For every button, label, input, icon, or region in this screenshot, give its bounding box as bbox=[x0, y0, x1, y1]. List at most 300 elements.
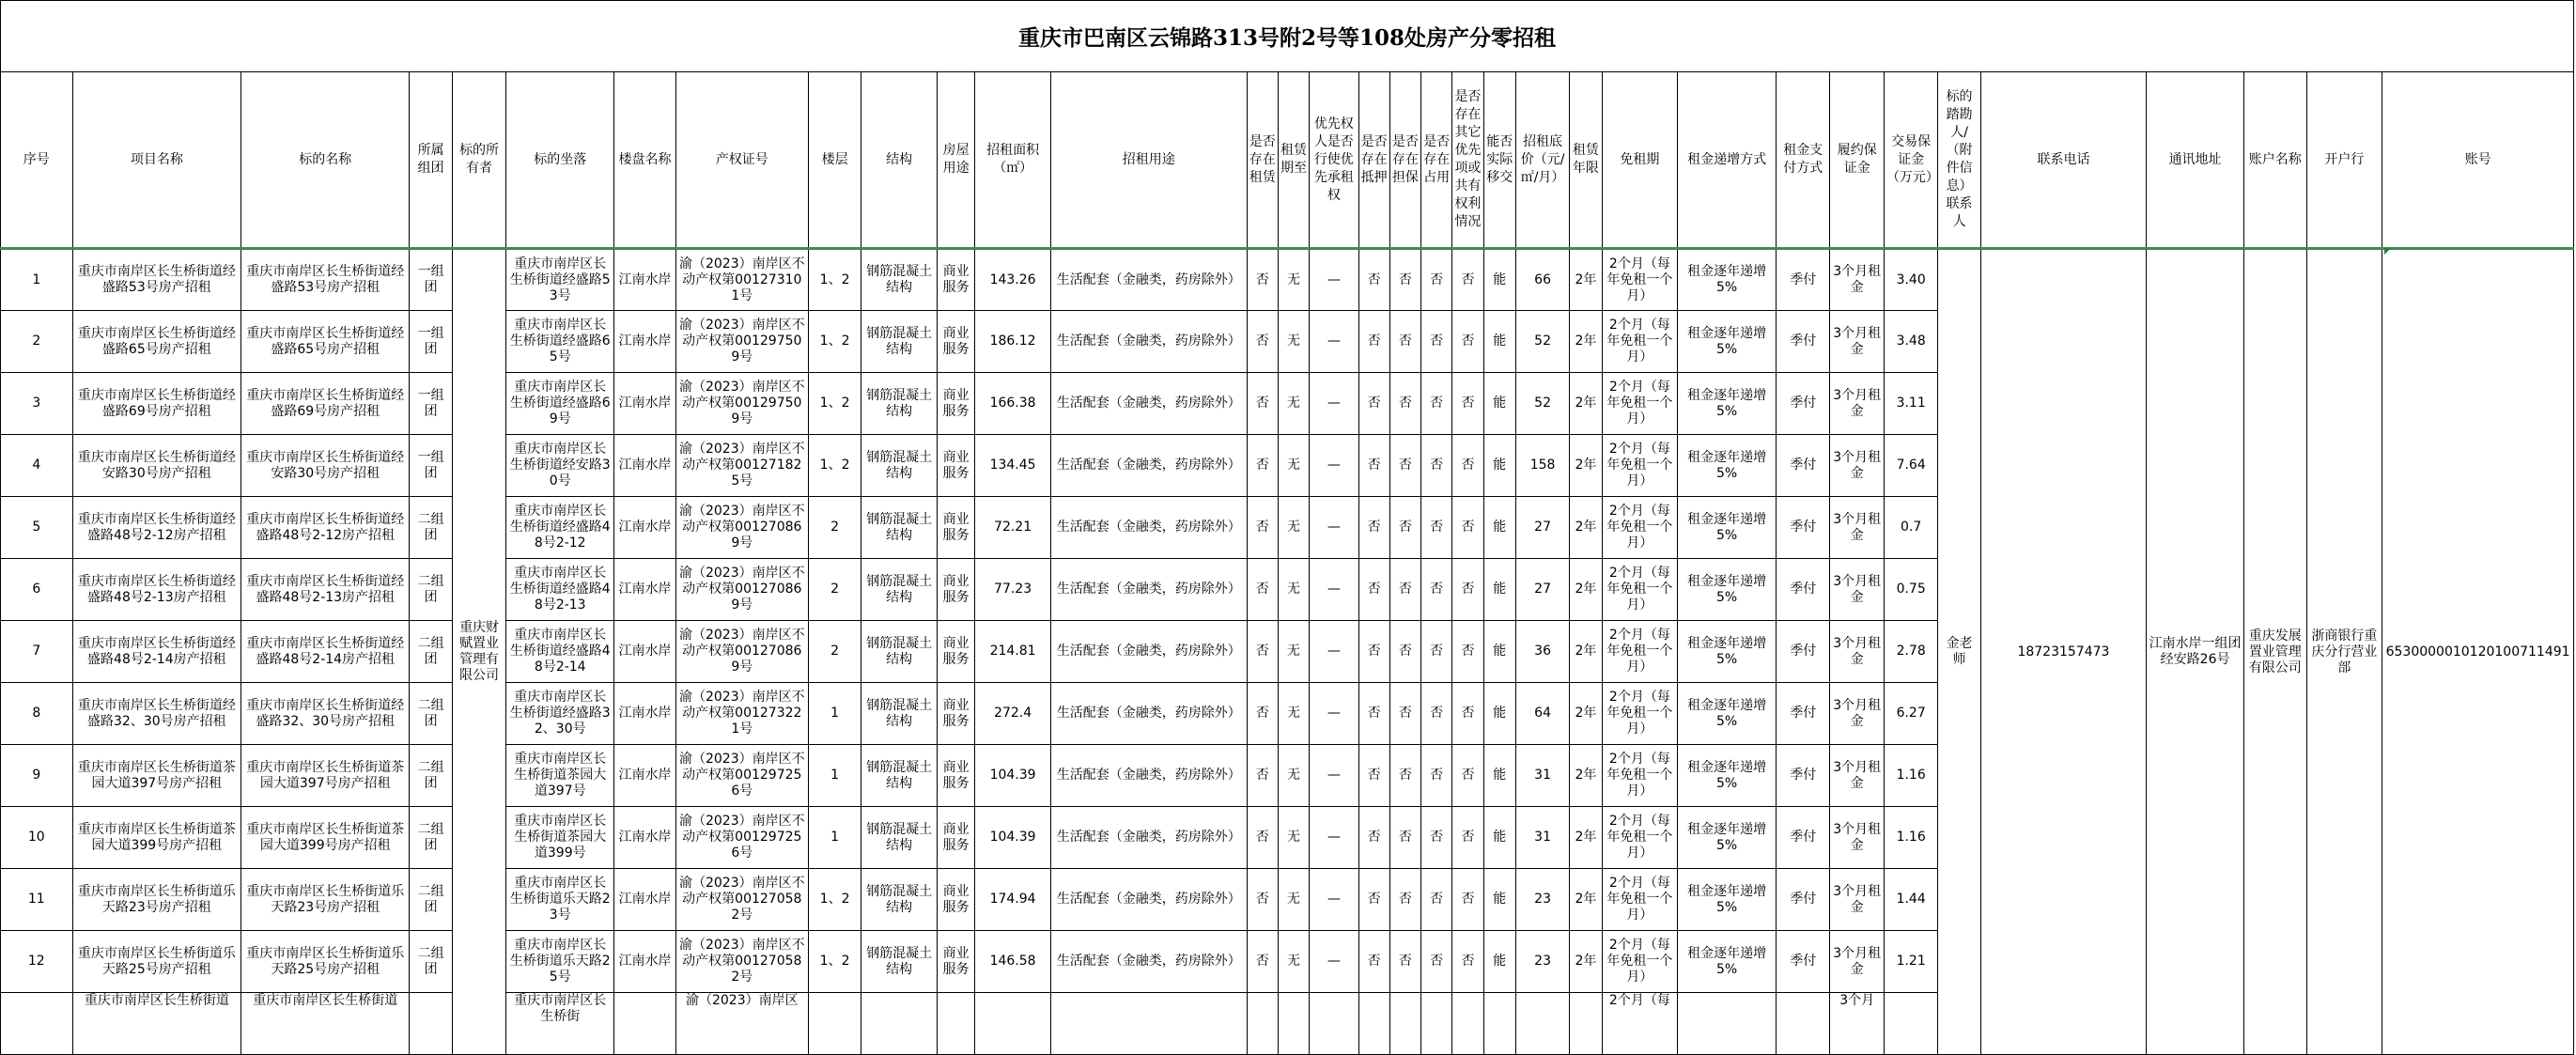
column-header: 租赁年限 bbox=[1570, 72, 1602, 249]
cell-years: 2年 bbox=[1570, 931, 1602, 993]
cell-transfer bbox=[1483, 993, 1515, 1055]
cell-group: 一组团 bbox=[410, 373, 452, 435]
column-header: 联系电话 bbox=[1980, 72, 2146, 249]
cell-years: 2年 bbox=[1570, 559, 1602, 621]
column-header: 租赁期至 bbox=[1278, 72, 1309, 249]
cell-purpose bbox=[1050, 993, 1247, 1055]
column-header: 楼层 bbox=[808, 72, 861, 249]
cell-purpose: 生活配套（金融类，药房除外） bbox=[1050, 683, 1247, 745]
cell-mortgage: 否 bbox=[1358, 869, 1389, 931]
cell-target: 重庆市南岸区长生桥街道经盛路48号2-14房产招租 bbox=[241, 621, 410, 683]
cell-estate: 江南水岸 bbox=[614, 311, 676, 373]
cell-project: 重庆市南岸区长生桥街道经盛路48号2-13房产招租 bbox=[72, 559, 241, 621]
cell-cert: 渝（2023）南岸区不动产权第001273221号 bbox=[675, 683, 808, 745]
cell-leased: 否 bbox=[1247, 621, 1278, 683]
cell-occupied: 否 bbox=[1421, 559, 1452, 621]
cell-guarantee: 否 bbox=[1389, 497, 1420, 559]
cell-usage: 商业服务 bbox=[937, 869, 974, 931]
cell-increase: 租金逐年递增5% bbox=[1678, 435, 1777, 497]
cell-free: 2个月（每年免租一个月） bbox=[1602, 807, 1678, 869]
cell-target: 重庆市南岸区长生桥街道经盛路53号房产招租 bbox=[241, 249, 410, 311]
cell-other: 否 bbox=[1452, 869, 1483, 931]
cell-comment-marker bbox=[2384, 248, 2391, 255]
cell-structure: 钢筋混凝土结构 bbox=[861, 249, 938, 311]
cell-location: 重庆市南岸区长生桥街道茶园大道399号 bbox=[506, 807, 614, 869]
column-header: 楼盘名称 bbox=[614, 72, 676, 249]
cell-usage: 商业服务 bbox=[937, 931, 974, 993]
cell-purpose: 生活配套（金融类，药房除外） bbox=[1050, 621, 1247, 683]
cell-purpose: 生活配套（金融类，药房除外） bbox=[1050, 311, 1247, 373]
cell-transfer: 能 bbox=[1483, 311, 1515, 373]
cell-no: 8 bbox=[1, 683, 73, 745]
cell-project: 重庆市南岸区长生桥街道茶园大道399号房产招租 bbox=[72, 807, 241, 869]
cell-increase: 租金逐年递增5% bbox=[1678, 621, 1777, 683]
cell-target: 重庆市南岸区长生桥街道经盛路65号房产招租 bbox=[241, 311, 410, 373]
cell-location: 重庆市南岸区长生桥街道经盛路69号 bbox=[506, 373, 614, 435]
cell-project: 重庆市南岸区长生桥街道经安路30号房产招租 bbox=[72, 435, 241, 497]
cell-transfer: 能 bbox=[1483, 683, 1515, 745]
cell-mortgage: 否 bbox=[1358, 807, 1389, 869]
cell-estate: 江南水岸 bbox=[614, 497, 676, 559]
cell-project: 重庆市南岸区长生桥街道经盛路53号房产招租 bbox=[72, 249, 241, 311]
cell-increase: 租金逐年递增5% bbox=[1678, 683, 1777, 745]
cell-years: 2年 bbox=[1570, 683, 1602, 745]
cell-bond bbox=[1884, 993, 1937, 1055]
column-header: 租金支付方式 bbox=[1777, 72, 1830, 249]
column-header: 履约保证金 bbox=[1830, 72, 1884, 249]
cell-floor: 1、2 bbox=[808, 869, 861, 931]
cell-floor: 2 bbox=[808, 621, 861, 683]
cell-no: 10 bbox=[1, 807, 73, 869]
column-header: 租金递增方式 bbox=[1678, 72, 1777, 249]
cell-other: 否 bbox=[1452, 559, 1483, 621]
cell-bond: 0.7 bbox=[1884, 497, 1937, 559]
cell-price: 23 bbox=[1515, 931, 1569, 993]
cell-other: 否 bbox=[1452, 249, 1483, 311]
cell-floor: 1、2 bbox=[808, 931, 861, 993]
cell-deposit: 3个月租金 bbox=[1830, 435, 1884, 497]
cell-priority: — bbox=[1310, 931, 1358, 993]
cell-usage: 商业服务 bbox=[937, 249, 974, 311]
cell-pay: 季付 bbox=[1777, 807, 1830, 869]
cell-structure: 钢筋混凝土结构 bbox=[861, 683, 938, 745]
cell-lease_end: 无 bbox=[1278, 683, 1309, 745]
cell-occupied: 否 bbox=[1421, 745, 1452, 807]
cell-group: 二组团 bbox=[410, 683, 452, 745]
cell-target: 重庆市南岸区长生桥街道经盛路32、30号房产招租 bbox=[241, 683, 410, 745]
cell-price: 27 bbox=[1515, 497, 1569, 559]
cell-other: 否 bbox=[1452, 931, 1483, 993]
column-header: 是否存在其它优先项或共有权利情况 bbox=[1452, 72, 1483, 249]
cell-purpose: 生活配套（金融类，药房除外） bbox=[1050, 435, 1247, 497]
cell-cert: 渝（2023）南岸区不动产权第001271825号 bbox=[675, 435, 808, 497]
column-header: 标的所有者 bbox=[452, 72, 505, 249]
cell-group: 二组团 bbox=[410, 745, 452, 807]
cell-other: 否 bbox=[1452, 807, 1483, 869]
cell-leased: 否 bbox=[1247, 807, 1278, 869]
column-header: 招租底价（元/㎡/月） bbox=[1515, 72, 1569, 249]
cell-cert: 渝（2023）南岸区不动产权第001270869号 bbox=[675, 559, 808, 621]
cell-estate bbox=[614, 993, 676, 1055]
cell-deposit: 3个月 bbox=[1830, 993, 1884, 1055]
cell-no: 7 bbox=[1, 621, 73, 683]
cell-cert: 渝（2023）南岸区不动产权第001273101号 bbox=[675, 249, 808, 311]
cell-free: 2个月（每年免租一个月） bbox=[1602, 249, 1678, 311]
cell-lease_end: 无 bbox=[1278, 249, 1309, 311]
cell-usage: 商业服务 bbox=[937, 683, 974, 745]
cell-structure: 钢筋混凝土结构 bbox=[861, 869, 938, 931]
title-cell bbox=[0, 0, 2574, 71]
column-header: 能否实际移交 bbox=[1483, 72, 1515, 249]
cell-transfer: 能 bbox=[1483, 435, 1515, 497]
cell-guarantee: 否 bbox=[1389, 373, 1420, 435]
cell-project: 重庆市南岸区长生桥街道茶园大道397号房产招租 bbox=[72, 745, 241, 807]
cell-leased: 否 bbox=[1247, 931, 1278, 993]
cell-occupied: 否 bbox=[1421, 373, 1452, 435]
cell-group: 二组团 bbox=[410, 807, 452, 869]
cell-cert: 渝（2023）南岸区不动产权第001297509号 bbox=[675, 311, 808, 373]
cell-transfer: 能 bbox=[1483, 745, 1515, 807]
column-header: 是否存在占用 bbox=[1421, 72, 1452, 249]
cell-usage: 商业服务 bbox=[937, 559, 974, 621]
cell-no: 2 bbox=[1, 311, 73, 373]
cell-deposit: 3个月租金 bbox=[1830, 931, 1884, 993]
cell-location: 重庆市南岸区长生桥街道经盛路65号 bbox=[506, 311, 614, 373]
cell-transfer: 能 bbox=[1483, 249, 1515, 311]
cell-group bbox=[410, 993, 452, 1055]
cell-area: 134.45 bbox=[975, 435, 1051, 497]
cell-location: 重庆市南岸区长生桥街道经盛路53号 bbox=[506, 249, 614, 311]
cell-other: 否 bbox=[1452, 497, 1483, 559]
cell-structure: 钢筋混凝土结构 bbox=[861, 931, 938, 993]
cell-deposit: 3个月租金 bbox=[1830, 373, 1884, 435]
cell-group: 二组团 bbox=[410, 497, 452, 559]
cell-no: 9 bbox=[1, 745, 73, 807]
cell-estate: 江南水岸 bbox=[614, 249, 676, 311]
cell-location: 重庆市南岸区长生桥街道经盛路48号2-14 bbox=[506, 621, 614, 683]
cell-estate: 江南水岸 bbox=[614, 621, 676, 683]
cell-free: 2个月（每年免租一个月） bbox=[1602, 559, 1678, 621]
cell-area: 174.94 bbox=[975, 869, 1051, 931]
cell-guarantee: 否 bbox=[1389, 745, 1420, 807]
merged-address-cell: 江南水岸一组团经安路26号 bbox=[2147, 249, 2244, 1055]
cell-project: 重庆市南岸区长生桥街道经盛路32、30号房产招租 bbox=[72, 683, 241, 745]
cell-years: 2年 bbox=[1570, 621, 1602, 683]
cell-leased: 否 bbox=[1247, 373, 1278, 435]
cell-project: 重庆市南岸区长生桥街道乐天路23号房产招租 bbox=[72, 869, 241, 931]
cell-structure: 钢筋混凝土结构 bbox=[861, 807, 938, 869]
cell-mortgage: 否 bbox=[1358, 435, 1389, 497]
table-body bbox=[1, 249, 2574, 1055]
cell-guarantee: 否 bbox=[1389, 435, 1420, 497]
cell-leased: 否 bbox=[1247, 249, 1278, 311]
cell-usage: 商业服务 bbox=[937, 745, 974, 807]
cell-priority: — bbox=[1310, 807, 1358, 869]
cell-free: 2个月（每年免租一个月） bbox=[1602, 373, 1678, 435]
cell-occupied: 否 bbox=[1421, 807, 1452, 869]
cell-increase: 租金逐年递增5% bbox=[1678, 311, 1777, 373]
cell-other: 否 bbox=[1452, 745, 1483, 807]
cell-occupied: 否 bbox=[1421, 621, 1452, 683]
column-header: 是否存在担保 bbox=[1389, 72, 1420, 249]
column-header: 交易保证金（万元） bbox=[1884, 72, 1937, 249]
column-header: 产权证号 bbox=[675, 72, 808, 249]
column-header: 开户行 bbox=[2306, 72, 2382, 249]
cell-no: 5 bbox=[1, 497, 73, 559]
cell-priority: — bbox=[1310, 249, 1358, 311]
cell-priority: — bbox=[1310, 745, 1358, 807]
cell-structure: 钢筋混凝土结构 bbox=[861, 559, 938, 621]
cell-increase: 租金逐年递增5% bbox=[1678, 745, 1777, 807]
cell-price: 64 bbox=[1515, 683, 1569, 745]
table-row bbox=[1, 249, 2574, 311]
cell-floor: 1 bbox=[808, 745, 861, 807]
cell-deposit: 3个月租金 bbox=[1830, 683, 1884, 745]
cell-usage: 商业服务 bbox=[937, 621, 974, 683]
cell-purpose: 生活配套（金融类，药房除外） bbox=[1050, 497, 1247, 559]
cell-lease_end: 无 bbox=[1278, 869, 1309, 931]
cell-priority: — bbox=[1310, 497, 1358, 559]
cell-estate: 江南水岸 bbox=[614, 559, 676, 621]
cell-free: 2个月（每年免租一个月） bbox=[1602, 931, 1678, 993]
cell-target: 重庆市南岸区长生桥街道经盛路48号2-12房产招租 bbox=[241, 497, 410, 559]
cell-estate: 江南水岸 bbox=[614, 931, 676, 993]
cell-no: 11 bbox=[1, 869, 73, 931]
cell-group: 一组团 bbox=[410, 435, 452, 497]
column-header: 标的名称 bbox=[241, 72, 410, 249]
cell-guarantee: 否 bbox=[1389, 931, 1420, 993]
cell-free: 2个月（每年免租一个月） bbox=[1602, 745, 1678, 807]
cell-pay: 季付 bbox=[1777, 621, 1830, 683]
cell-mortgage: 否 bbox=[1358, 621, 1389, 683]
cell-other: 否 bbox=[1452, 373, 1483, 435]
merged-contact-cell: 金老师 bbox=[1938, 249, 1980, 1055]
cell-bond: 1.16 bbox=[1884, 745, 1937, 807]
cell-lease_end: 无 bbox=[1278, 745, 1309, 807]
cell-years bbox=[1570, 993, 1602, 1055]
cell-free: 2个月（每年免租一个月） bbox=[1602, 683, 1678, 745]
cell-transfer: 能 bbox=[1483, 559, 1515, 621]
merged-account-name-cell: 重庆发展置业管理有限公司 bbox=[2243, 249, 2306, 1055]
cell-cert: 渝（2023）南岸区不动产权第001270582号 bbox=[675, 869, 808, 931]
cell-structure bbox=[861, 993, 938, 1055]
cell-purpose: 生活配套（金融类，药房除外） bbox=[1050, 931, 1247, 993]
cell-price: 66 bbox=[1515, 249, 1569, 311]
cell-no: 4 bbox=[1, 435, 73, 497]
cell-occupied: 否 bbox=[1421, 931, 1452, 993]
cell-increase: 租金逐年递增5% bbox=[1678, 497, 1777, 559]
cell-years: 2年 bbox=[1570, 807, 1602, 869]
merged-bank-cell: 浙商银行重庆分行营业部 bbox=[2306, 249, 2382, 1055]
cell-occupied: 否 bbox=[1421, 683, 1452, 745]
cell-lease_end: 无 bbox=[1278, 931, 1309, 993]
cell-project: 重庆市南岸区长生桥街道 bbox=[72, 993, 241, 1055]
cell-leased: 否 bbox=[1247, 497, 1278, 559]
cell-purpose: 生活配套（金融类，药房除外） bbox=[1050, 559, 1247, 621]
cell-deposit: 3个月租金 bbox=[1830, 497, 1884, 559]
cell-bond: 1.44 bbox=[1884, 869, 1937, 931]
cell-pay: 季付 bbox=[1777, 249, 1830, 311]
cell-occupied: 否 bbox=[1421, 311, 1452, 373]
cell-project: 重庆市南岸区长生桥街道乐天路25号房产招租 bbox=[72, 931, 241, 993]
cell-pay: 季付 bbox=[1777, 683, 1830, 745]
cell-area: 186.12 bbox=[975, 311, 1051, 373]
sheet-title: 重庆市巴南区云锦路313号附2号等108处房产分零招租 bbox=[1017, 25, 1557, 51]
cell-increase: 租金逐年递增5% bbox=[1678, 373, 1777, 435]
cell-transfer: 能 bbox=[1483, 373, 1515, 435]
cell-other: 否 bbox=[1452, 621, 1483, 683]
cell-priority: — bbox=[1310, 869, 1358, 931]
cell-leased: 否 bbox=[1247, 683, 1278, 745]
cell-occupied: 否 bbox=[1421, 497, 1452, 559]
cell-mortgage bbox=[1358, 993, 1389, 1055]
merged-account-no-cell: 6530000010120100711491 bbox=[2382, 249, 2574, 1055]
cell-floor: 2 bbox=[808, 559, 861, 621]
cell-bond: 3.48 bbox=[1884, 311, 1937, 373]
column-header: 招租面积（㎡） bbox=[975, 72, 1051, 249]
cell-usage: 商业服务 bbox=[937, 807, 974, 869]
cell-estate: 江南水岸 bbox=[614, 807, 676, 869]
cell-mortgage: 否 bbox=[1358, 745, 1389, 807]
cell-area bbox=[975, 993, 1051, 1055]
cell-pay: 季付 bbox=[1777, 373, 1830, 435]
cell-transfer: 能 bbox=[1483, 931, 1515, 993]
cell-area: 104.39 bbox=[975, 745, 1051, 807]
column-header: 房屋用途 bbox=[937, 72, 974, 249]
cell-cert: 渝（2023）南岸区不动产权第001270869号 bbox=[675, 621, 808, 683]
cell-usage: 商业服务 bbox=[937, 497, 974, 559]
cell-deposit: 3个月租金 bbox=[1830, 559, 1884, 621]
column-header: 是否存在租赁 bbox=[1247, 72, 1278, 249]
cell-group: 二组团 bbox=[410, 869, 452, 931]
cell-usage bbox=[937, 993, 974, 1055]
cell-guarantee: 否 bbox=[1389, 807, 1420, 869]
cell-mortgage: 否 bbox=[1358, 559, 1389, 621]
cell-price: 31 bbox=[1515, 745, 1569, 807]
cell-project: 重庆市南岸区长生桥街道经盛路65号房产招租 bbox=[72, 311, 241, 373]
cell-estate: 江南水岸 bbox=[614, 683, 676, 745]
cell-usage: 商业服务 bbox=[937, 373, 974, 435]
cell-increase: 租金逐年递增5% bbox=[1678, 559, 1777, 621]
cell-mortgage: 否 bbox=[1358, 497, 1389, 559]
cell-no: 6 bbox=[1, 559, 73, 621]
cell-usage: 商业服务 bbox=[937, 311, 974, 373]
cell-cert: 渝（2023）南岸区不动产权第001270582号 bbox=[675, 931, 808, 993]
cell-pay: 季付 bbox=[1777, 931, 1830, 993]
cell-area: 143.26 bbox=[975, 249, 1051, 311]
cell-cert: 渝（2023）南岸区 bbox=[675, 993, 808, 1055]
cell-estate: 江南水岸 bbox=[614, 373, 676, 435]
cell-years: 2年 bbox=[1570, 373, 1602, 435]
cell-lease_end: 无 bbox=[1278, 311, 1309, 373]
cell-area: 77.23 bbox=[975, 559, 1051, 621]
cell-price: 52 bbox=[1515, 373, 1569, 435]
cell-transfer: 能 bbox=[1483, 869, 1515, 931]
cell-leased: 否 bbox=[1247, 869, 1278, 931]
cell-free: 2个月（每 bbox=[1602, 993, 1678, 1055]
cell-priority: — bbox=[1310, 311, 1358, 373]
cell-increase: 租金逐年递增5% bbox=[1678, 249, 1777, 311]
cell-location: 重庆市南岸区长生桥街道经盛路48号2-12 bbox=[506, 497, 614, 559]
cell-group: 二组团 bbox=[410, 931, 452, 993]
cell-leased: 否 bbox=[1247, 435, 1278, 497]
cell-area: 166.38 bbox=[975, 373, 1051, 435]
cell-mortgage: 否 bbox=[1358, 683, 1389, 745]
cell-priority: — bbox=[1310, 621, 1358, 683]
cell-pay bbox=[1777, 993, 1830, 1055]
cell-leased: 否 bbox=[1247, 745, 1278, 807]
cell-price: 23 bbox=[1515, 869, 1569, 931]
cell-group: 二组团 bbox=[410, 559, 452, 621]
merged-phone-cell: 18723157473 bbox=[1980, 249, 2146, 1055]
column-header: 结构 bbox=[861, 72, 938, 249]
cell-increase: 租金逐年递增5% bbox=[1678, 869, 1777, 931]
cell-bond: 1.16 bbox=[1884, 807, 1937, 869]
cell-free: 2个月（每年免租一个月） bbox=[1602, 497, 1678, 559]
cell-target: 重庆市南岸区长生桥街道乐天路25号房产招租 bbox=[241, 931, 410, 993]
cell-bond: 0.75 bbox=[1884, 559, 1937, 621]
cell-project: 重庆市南岸区长生桥街道经盛路48号2-12房产招租 bbox=[72, 497, 241, 559]
column-header: 标的踏勘人/（附件信息）联系人 bbox=[1938, 72, 1980, 249]
cell-free: 2个月（每年免租一个月） bbox=[1602, 311, 1678, 373]
cell-guarantee: 否 bbox=[1389, 621, 1420, 683]
cell-occupied bbox=[1421, 993, 1452, 1055]
cell-no: 1 bbox=[1, 249, 73, 311]
cell-years: 2年 bbox=[1570, 435, 1602, 497]
cell-priority: — bbox=[1310, 435, 1358, 497]
cell-target: 重庆市南岸区长生桥街道茶园大道399号房产招租 bbox=[241, 807, 410, 869]
cell-pay: 季付 bbox=[1777, 745, 1830, 807]
cell-priority: — bbox=[1310, 559, 1358, 621]
cell-lease_end: 无 bbox=[1278, 373, 1309, 435]
cell-location: 重庆市南岸区长生桥街道茶园大道397号 bbox=[506, 745, 614, 807]
owner-cell: 重庆财赋置业管理有限公司 bbox=[452, 249, 505, 1055]
cell-other: 否 bbox=[1452, 683, 1483, 745]
column-header: 招租用途 bbox=[1050, 72, 1247, 249]
cell-floor: 1、2 bbox=[808, 249, 861, 311]
cell-area: 272.4 bbox=[975, 683, 1051, 745]
cell-other bbox=[1452, 993, 1483, 1055]
cell-area: 214.81 bbox=[975, 621, 1051, 683]
cell-years: 2年 bbox=[1570, 497, 1602, 559]
listing-table bbox=[0, 71, 2574, 1055]
column-header: 优先权人是否行使优先承租权 bbox=[1310, 72, 1358, 249]
cell-price bbox=[1515, 993, 1569, 1055]
cell-leased: 否 bbox=[1247, 311, 1278, 373]
cell-target: 重庆市南岸区长生桥街道经盛路48号2-13房产招租 bbox=[241, 559, 410, 621]
cell-lease_end: 无 bbox=[1278, 559, 1309, 621]
cell-transfer: 能 bbox=[1483, 621, 1515, 683]
cell-floor: 1 bbox=[808, 683, 861, 745]
cell-bond: 1.21 bbox=[1884, 931, 1937, 993]
cell-purpose: 生活配套（金融类，药房除外） bbox=[1050, 807, 1247, 869]
cell-deposit: 3个月租金 bbox=[1830, 621, 1884, 683]
cell-cert: 渝（2023）南岸区不动产权第001297509号 bbox=[675, 373, 808, 435]
cell-price: 52 bbox=[1515, 311, 1569, 373]
cell-group: 二组团 bbox=[410, 621, 452, 683]
cell-target: 重庆市南岸区长生桥街道茶园大道397号房产招租 bbox=[241, 745, 410, 807]
cell-floor: 2 bbox=[808, 497, 861, 559]
cell-project: 重庆市南岸区长生桥街道经盛路48号2-14房产招租 bbox=[72, 621, 241, 683]
cell-deposit: 3个月租金 bbox=[1830, 745, 1884, 807]
cell-estate: 江南水岸 bbox=[614, 869, 676, 931]
cell-area: 146.58 bbox=[975, 931, 1051, 993]
cell-deposit: 3个月租金 bbox=[1830, 807, 1884, 869]
column-header: 所属组团 bbox=[410, 72, 452, 249]
cell-guarantee bbox=[1389, 993, 1420, 1055]
cell-guarantee: 否 bbox=[1389, 683, 1420, 745]
column-header: 通讯地址 bbox=[2147, 72, 2244, 249]
